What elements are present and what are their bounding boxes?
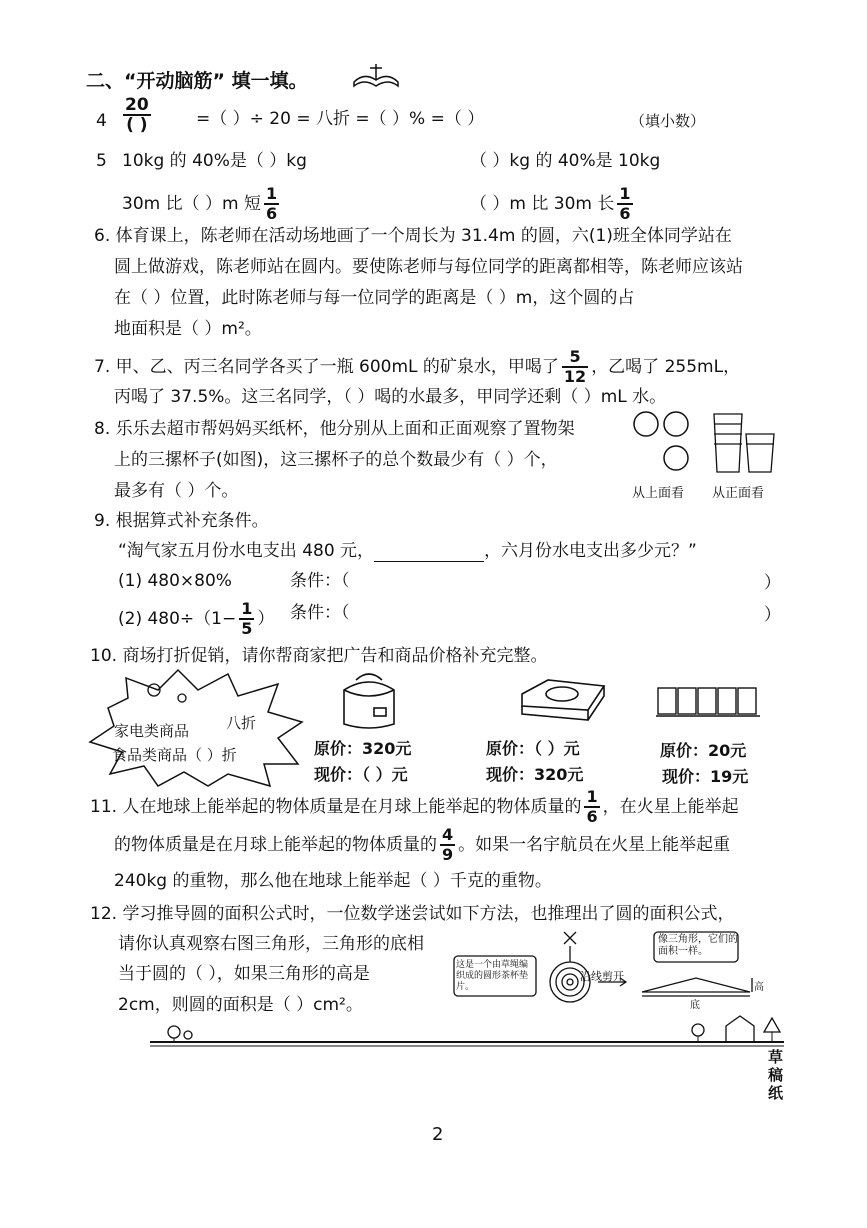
ad-appliance-discount: 八折 [226,714,257,732]
q11-line-2: 的物体质量是在月球上能举起的物体质量的 $\frac{4}{9}$ 。如果一名宇航员在火星上能举起重 [114,825,731,864]
figure-note-coaster: 这是一个由草绳编织成的圆形茶杯垫片。 [456,960,529,992]
rice-cooker-icon [336,666,402,732]
q4-equation: =（ ）÷ 20 = 八折 =（ ）% =（ ） [196,109,485,129]
ad-food: 食品类商品（ ）折 [112,746,237,764]
q12-line-4: 2cm，则圆的面积是（ ）cm²。 [118,995,363,1015]
book-icon [352,58,400,88]
q6-line-3: 在（ ）位置，此时陈老师与每一位同学的距离是（ ）m，这个圆的占 [114,288,635,308]
q12-line-1: 12. 学习推导圆的面积公式时，一位数学迷尝试如下方法，也推理出了圆的面积公式， [90,904,735,924]
figure-height-label: 高 [754,982,764,993]
product-1-original-price: 原价：320元 [314,739,412,758]
q4-denominator: ( ) [126,115,148,135]
figure-cut-label: 沿线剪开 [580,970,624,983]
cups-front-view-figure [712,410,776,476]
product-2-original-price: 原价：（ ）元 [486,739,580,758]
q7-line-2: 丙喝了 37.5%。这三名同学，（ ）喝的水最多，甲同学还剩（ ）mL 水。 [114,387,667,407]
product-2-current-price: 现价：320元 [486,765,584,784]
q8-line-1: 8. 乐乐去超市帮妈妈买纸杯，他分别从上面和正面观察了置物架 [94,419,575,439]
cups-top-view-figure [632,410,694,476]
q8-line-2: 上的三摞杯子(如图)，这三摞杯子的总个数最少有（ ）个， [114,450,558,470]
section-title: 二、“开动脑筋” 填一填。 [86,70,308,92]
front-view-label: 从正面看 [712,486,765,501]
q4-hint: （填小数） [630,112,706,130]
q9-close-2: ） [764,605,781,625]
q6-line-1: 6. 体育课上，陈老师在活动场地画了一个周长为 31.4m 的圆，六(1)班全体同学站在 [94,226,732,246]
q9-line-1: 9. 根据算式补充条件。 [94,511,269,531]
figure-base-label: 底 [690,1000,700,1011]
q11-line-1: 11. 人在地球上能举起的物体质量是在月球上能举起的物体质量的 $\frac{1}{6}$ ，在火星上能举起 [90,787,739,826]
q9-close-1: ） [764,573,781,593]
q6-line-2: 圆上做游戏，陈老师站在圆内。要使陈老师与每位同学的距离都相等，陈老师应该站 [114,257,743,277]
q7-line-1: 7. 甲、乙、丙三名同学各买了一瓶 600mL 的矿泉水，甲喝了 $\frac{5}{12}$ ，乙喝了 255mL， [94,347,741,386]
q9-condition-1: 条件：（ [290,571,350,591]
q9-condition-2: 条件：（ [290,603,350,623]
draft-paper-label: 草稿纸 [768,1048,784,1102]
q5-number: 5 [96,151,107,171]
q5-item-b: （ ）kg 的 40%是 10kg [470,151,661,171]
q9-item-1: (1) 480×80% [118,571,232,591]
q12-line-3: 当于圆的（ ），如果三角形的高是 [118,964,370,984]
q4-fraction [120,96,154,134]
product-3-current-price: 现价：19元 [662,767,749,786]
ad-appliance: 家电类商品 [114,722,190,740]
top-view-label: 从上面看 [632,486,685,501]
q8-line-3: 最多有（ ）个。 [114,481,239,501]
q9-item-2: (2) 480÷（1− $\frac{1}{5}$ ） [118,599,275,638]
q10-line-1: 10. 商场打折促销，请你帮商家把广告和商品价格补充完整。 [90,646,548,666]
q11-line-3: 240kg 的重物，那么他在地球上能举起（ ）千克的重物。 [114,871,552,891]
product-1-current-price: 现价：（ ）元 [314,765,408,784]
q5-item-a: 10kg 的 40%是（ ）kg [122,151,307,171]
figure-note-triangle: 像三角形，它们的面积一样。 [658,934,738,957]
induction-cooker-icon [518,676,608,726]
q6-line-4: 地面积是（ ）m²。 [114,319,262,339]
q9-line-2: “淘气家五月份水电支出 480 元， ，六月份水电支出多少元？” [118,541,697,561]
q5-item-d: （ ）m 比 30m 长 $\frac{1}{6}$ [470,184,631,223]
q12-line-2: 请你认真观察右图三角形，三角形的底相 [118,934,424,954]
q4-numerator: 20 [125,95,149,115]
food-jars-icon [656,680,762,720]
product-3-original-price: 原价：20元 [660,741,747,760]
footer-divider [150,1010,790,1050]
q5-item-c: 30m 比（ ）m 短 $\frac{1}{6}$ [122,184,278,223]
page-number: 2 [432,1124,444,1145]
q4-number: 4 [96,111,107,131]
